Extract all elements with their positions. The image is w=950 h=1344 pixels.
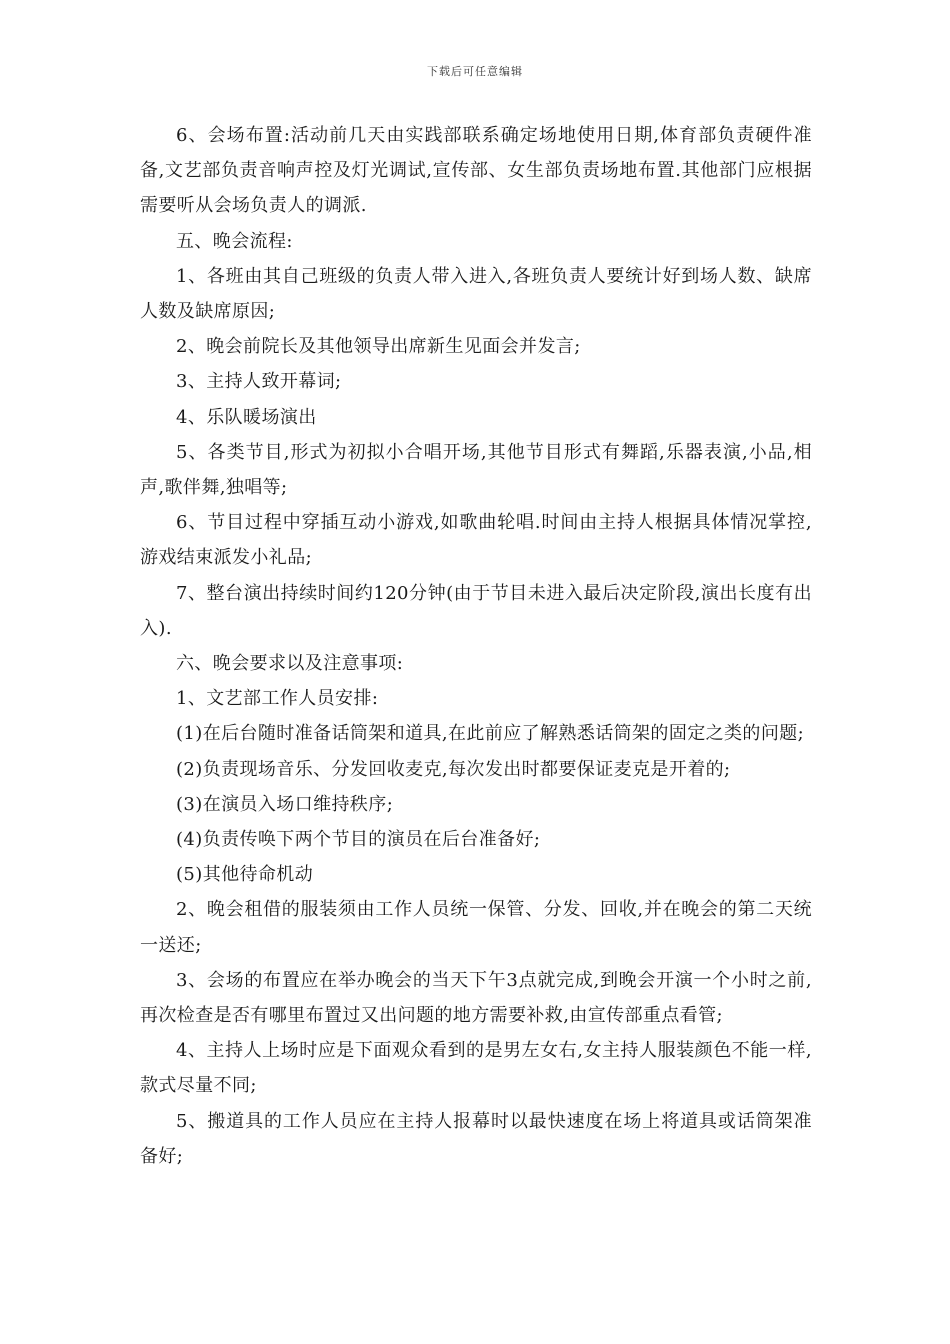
- paragraph: 3、主持人致开幕词;: [176, 371, 342, 393]
- section-heading: 六、晚会要求以及注意事项:: [176, 653, 404, 675]
- paragraph: 2、晚会前院长及其他领导出席新生见面会并发言;: [176, 336, 581, 358]
- paragraph: 3、会场的布置应在举办晚会的当天下午3点就完成,到晚会开演一个小时之前,再次检查是否有哪里布置过又出问题的地方需要补救,由宣传部重点看管;: [140, 969, 812, 1027]
- paragraph: (3)在演员入场口维持秩序;: [176, 793, 394, 815]
- header-note: 下载后可任意编辑: [427, 65, 523, 78]
- document-body: [140, 118, 812, 1174]
- paragraph: 4、乐队暖场演出: [176, 406, 317, 428]
- paragraph: 1、文艺部工作人员安排:: [176, 688, 379, 710]
- paragraph: 5、各类节目,形式为初拟小合唱开场,其他节目形式有舞蹈,乐器表演,小品,相声,歌伴舞,独唱等;: [140, 441, 812, 499]
- paragraph: (5)其他待命机动: [176, 864, 314, 886]
- paragraph: (4)负责传唤下两个节目的演员在后台准备好;: [176, 829, 541, 851]
- paragraph: (2)负责现场音乐、分发回收麦克,每次发出时都要保证麦克是开着的;: [176, 758, 731, 780]
- paragraph: 2、晚会租借的服装须由工作人员统一保管、分发、回收,并在晚会的第二天统一送还;: [140, 899, 812, 956]
- paragraph: 1、各班由其自己班级的负责人带入进入,各班负责人要统计好到场人数、缺席人数及缺席原因;: [140, 265, 812, 323]
- paragraph: 4、主持人上场时应是下面观众看到的是男左女右,女主持人服装颜色不能一样,款式尽量不同;: [140, 1040, 812, 1097]
- paragraph: 5、搬道具的工作人员应在主持人报幕时以最快速度在场上将道具或话筒架准备好;: [140, 1110, 812, 1167]
- paragraph: 7、整台演出持续时间约120分钟(由于节目未进入最后决定阶段,演出长度有出入).: [140, 582, 812, 639]
- section-heading: 五、晚会流程:: [176, 230, 293, 252]
- paragraph: (1)在后台随时准备话筒架和道具,在此前应了解熟悉话筒架的固定之类的问题;: [176, 723, 805, 745]
- paragraph: 6、会场布置:活动前几天由实践部联系确定场地使用日期,体育部负责硬件准备,文艺部负责音响声控及灯光调试,宣传部、女生部负责场地布置.其他部门应根据需要听从会场负责人的调派.: [140, 125, 812, 217]
- paragraph: 6、节目过程中穿插互动小游戏,如歌曲轮唱.时间由主持人根据具体情况掌控,游戏结束派发小礼品;: [140, 512, 812, 569]
